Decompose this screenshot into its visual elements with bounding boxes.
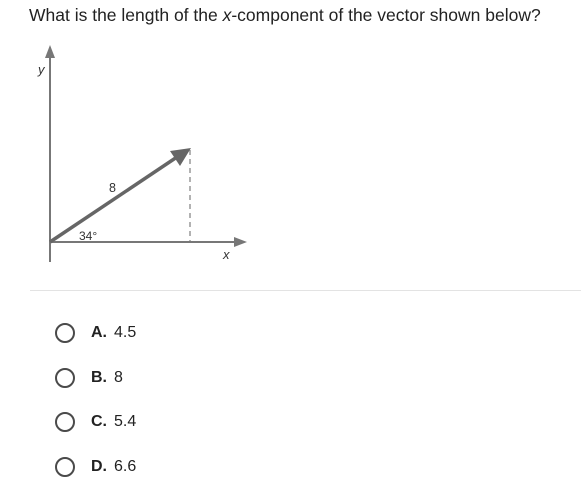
choice-b-value: 8	[114, 369, 123, 386]
choice-b-letter: B.	[91, 369, 107, 386]
radio-d[interactable]	[55, 457, 75, 477]
y-axis-arrowhead	[45, 45, 55, 58]
y-axis-label: y	[38, 62, 45, 77]
choice-c-letter: C.	[91, 413, 107, 430]
x-axis-label: x	[223, 247, 230, 262]
choice-b[interactable]	[55, 365, 123, 391]
vector-arrowhead	[170, 148, 191, 166]
radio-a[interactable]	[55, 323, 75, 343]
choice-c[interactable]	[55, 409, 136, 435]
choice-d-value: 6.6	[114, 458, 137, 475]
choice-a-letter: A.	[91, 324, 107, 341]
vector-shaft	[50, 155, 180, 242]
magnitude-label: 8	[109, 181, 116, 195]
choice-d-letter: D.	[91, 458, 107, 475]
choice-a[interactable]	[55, 320, 136, 346]
question-suffix: -component of the vector shown below?	[231, 5, 541, 25]
radio-c[interactable]	[55, 412, 75, 432]
angle-label: 34°	[79, 229, 98, 243]
radio-b[interactable]	[55, 368, 75, 388]
divider	[30, 290, 581, 291]
choice-c-value: 5.4	[114, 413, 137, 430]
question-variable: x	[222, 5, 232, 25]
choice-a-value: 4.5	[114, 324, 137, 341]
question-prefix: What is the length of the	[29, 5, 223, 25]
x-axis-arrowhead	[234, 237, 247, 247]
choice-d[interactable]	[55, 454, 136, 480]
